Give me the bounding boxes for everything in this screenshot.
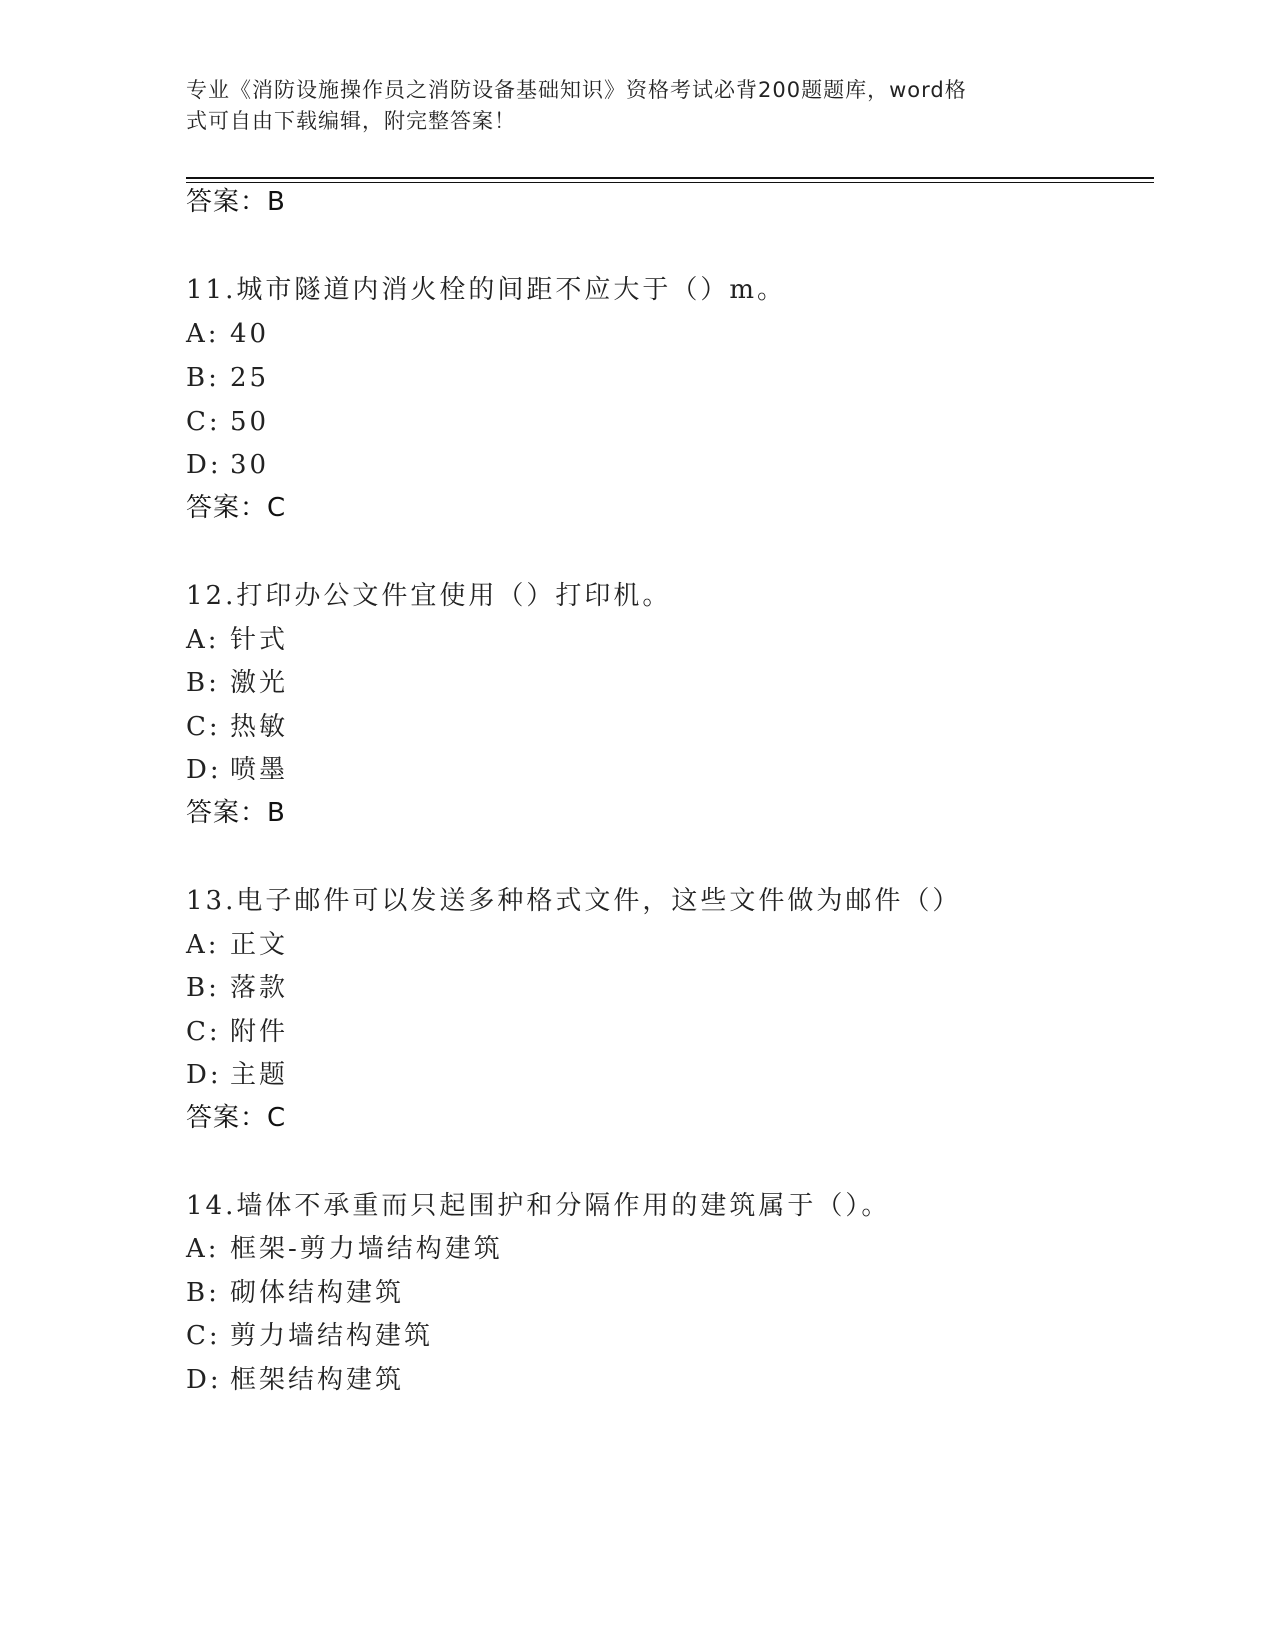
option-letter: D: (186, 1365, 222, 1395)
option-b (186, 1275, 404, 1311)
option-letter: D: (186, 1060, 222, 1090)
option-d (186, 1057, 288, 1093)
option-letter: B: (186, 363, 220, 393)
option-text: 框架结构建筑 (230, 1365, 405, 1395)
option-letter: B: (186, 668, 220, 698)
option-letter: C: (186, 1017, 221, 1047)
option-text: 砌体结构建筑 (230, 1278, 405, 1308)
answer-line: 答案：C (186, 493, 287, 523)
option-text: 落款 (230, 973, 289, 1003)
option-c (186, 709, 288, 745)
option-d (186, 752, 288, 788)
option-text: 激光 (230, 668, 289, 698)
option-text: 附件 (230, 1017, 289, 1047)
option-a (186, 316, 269, 352)
option-c (186, 1318, 433, 1354)
option-letter: D: (186, 450, 222, 480)
header-line-2: 式可自由下载编辑，附完整答案！ (186, 109, 516, 133)
option-text: 正文 (230, 930, 289, 960)
option-text: 剪力墙结构建筑 (230, 1321, 434, 1351)
option-letter: C: (186, 407, 221, 437)
option-letter: B: (186, 1278, 220, 1308)
option-b (186, 970, 288, 1006)
option-letter: C: (186, 712, 221, 742)
header-divider-thick (186, 177, 1154, 179)
previous-answer: 答案：B (186, 187, 286, 217)
option-text: 主题 (230, 1060, 289, 1090)
option-letter: D: (186, 755, 222, 785)
header-divider-thin (186, 182, 1154, 183)
option-d (186, 1362, 404, 1398)
option-text: 热敏 (230, 712, 289, 742)
question-stem: 13.电子邮件可以发送多种格式文件，这些文件做为邮件（） (186, 886, 962, 916)
option-a (186, 622, 288, 658)
option-letter: B: (186, 973, 220, 1003)
option-text: 框架-剪力墙结构建筑 (230, 1234, 503, 1264)
header-line-1: 专业《消防设施操作员之消防设备基础知识》资格考试必背200题题库，word格 (186, 78, 967, 102)
option-text: 喷墨 (230, 755, 289, 785)
option-d (186, 447, 269, 483)
option-a (186, 1231, 503, 1267)
option-letter: C: (186, 1321, 221, 1351)
option-letter: A: (186, 1234, 220, 1264)
option-letter: A: (186, 319, 220, 349)
option-text: 50 (230, 407, 270, 437)
question-stem: 12.打印办公文件宜使用（）打印机。 (186, 581, 672, 611)
option-text: 40 (230, 319, 270, 349)
question-stem: 11.城市隧道内消火栓的间距不应大于（）m。 (186, 275, 787, 305)
option-text: 针式 (230, 625, 289, 655)
answer-line: 答案：C (186, 1103, 287, 1133)
document-header (186, 75, 1066, 137)
option-letter: A: (186, 930, 220, 960)
option-b (186, 360, 269, 396)
option-text: 30 (230, 450, 270, 480)
question-stem: 14.墙体不承重而只起围护和分隔作用的建筑属于（）。 (186, 1191, 891, 1221)
option-letter: A: (186, 625, 220, 655)
option-a (186, 927, 288, 963)
option-c (186, 404, 269, 440)
option-c (186, 1014, 288, 1050)
option-b (186, 665, 288, 701)
answer-line: 答案：B (186, 798, 286, 828)
option-text: 25 (230, 363, 270, 393)
